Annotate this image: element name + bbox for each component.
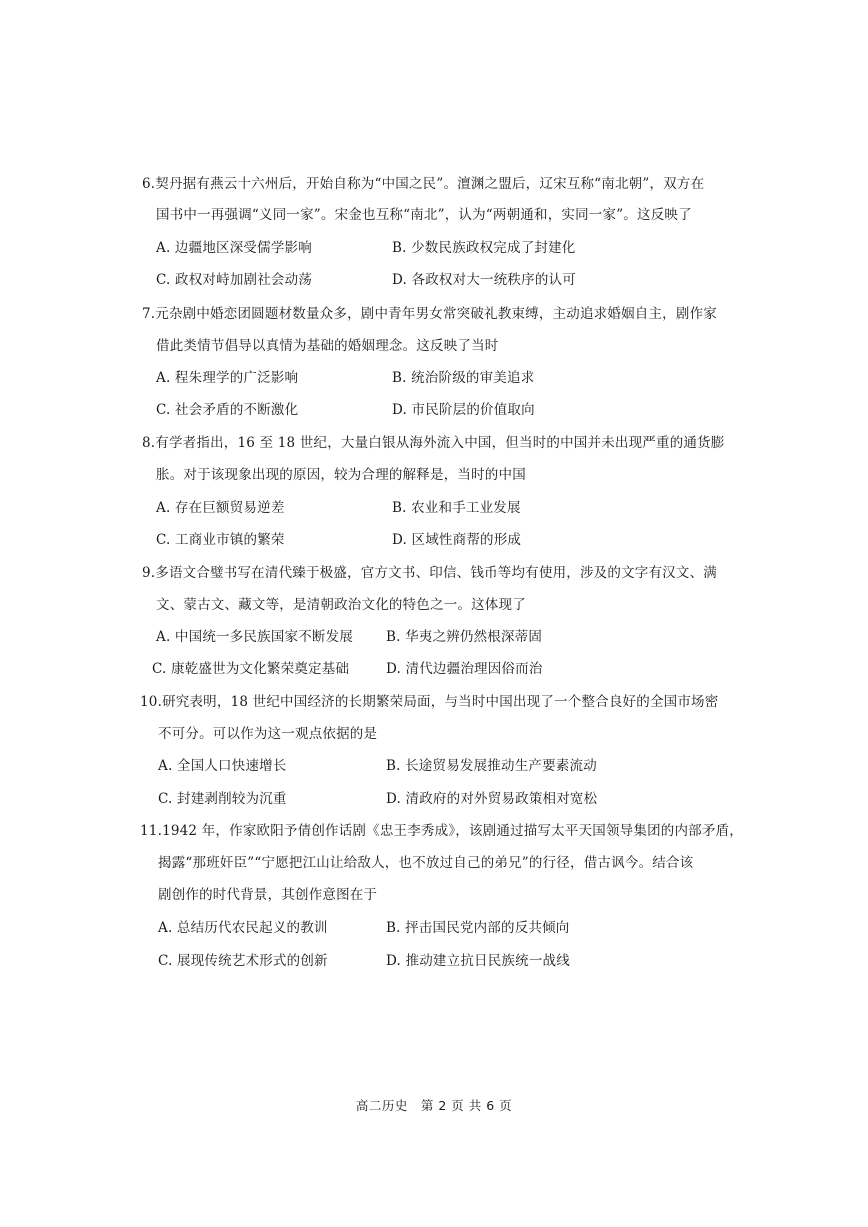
question-6-line-1: 6.契丹据有燕云十六州后，开始自称为“中国之民”。澶渊之盟后，辽宋互称“南北朝”，双方在 xyxy=(142,176,705,192)
page-footer: 高二历史 第 2 页 共 6 页 xyxy=(355,1098,513,1113)
question-10-line-1: 10.研究表明，18 世纪中国经济的长期繁荣局面，与当时中国出现了一个整合良好的全国市场密 xyxy=(140,694,719,710)
question-10-option-b: B. 长途贸易发展推动生产要素流动 xyxy=(386,758,597,774)
question-11-option-d: D. 推动建立抗日民族统一战线 xyxy=(386,953,570,969)
question-6-option-b: B. 少数民族政权完成了封建化 xyxy=(392,240,576,256)
question-6-line-2: 国书中一再强调“义同一家”。宋金也互称“南北”，认为“两朝通和，实同一家”。这反映了 xyxy=(156,207,692,223)
question-10-option-a: A. 全国人口快速增长 xyxy=(158,758,287,774)
question-9-option-a: A. 中国统一多民族国家不断发展 xyxy=(156,629,354,645)
question-7-option-c: C. 社会矛盾的不断激化 xyxy=(156,402,299,418)
question-11-option-b: B. 抨击国民党内部的反共倾向 xyxy=(386,920,570,936)
question-6-option-c: C. 政权对峙加剧社会动荡 xyxy=(156,272,313,288)
question-8-option-d: D. 区域性商帮的形成 xyxy=(392,532,522,548)
question-6-option-d: D. 各政权对大一统秩序的认可 xyxy=(392,272,576,288)
question-9-line-1: 9.多语文合璧书写在清代臻于极盛，官方文书、印信、钱币等均有使用，涉及的文字有汉文、满 xyxy=(142,565,717,581)
question-10-option-c: C. 封建剥削较为沉重 xyxy=(158,791,287,807)
question-7-option-b: B. 统治阶级的审美追求 xyxy=(392,370,535,386)
question-11-line-3: 剧创作的时代背景，其创作意图在于 xyxy=(158,887,378,903)
question-7-line-2: 借此类情节倡导以真情为基础的婚姻理念。这反映了当时 xyxy=(156,338,499,354)
question-6-option-a: A. 边疆地区深受儒学影响 xyxy=(156,240,312,256)
question-9-option-d: D. 清代边疆治理因俗而治 xyxy=(386,661,543,677)
question-10-line-2: 不可分。可以作为这一观点依据的是 xyxy=(158,726,378,742)
question-7-option-a: A. 程朱理学的广泛影响 xyxy=(156,370,299,386)
question-10-option-d: D. 清政府的对外贸易政策相对宽松 xyxy=(386,791,598,807)
question-11-option-c: C. 展现传统艺术形式的创新 xyxy=(158,953,328,969)
question-8-option-b: B. 农业和手工业发展 xyxy=(392,500,521,516)
question-11-line-1: 11.1942 年，作家欧阳予倩创作话剧《忠王李秀成》，该剧通过描写太平天国领导集团的内部矛盾， xyxy=(140,823,743,839)
question-8-line-2: 胀。对于该现象出现的原因，较为合理的解释是，当时的中国 xyxy=(156,467,526,483)
question-9-option-b: B. 华夷之辨仍然根深蒂固 xyxy=(386,629,543,645)
question-7-option-d: D. 市民阶层的价值取向 xyxy=(392,402,535,418)
question-8-option-a: A. 存在巨额贸易逆差 xyxy=(156,500,285,516)
question-9-option-c: C. 康乾盛世为文化繁荣奠定基础 xyxy=(152,661,350,677)
question-11-line-2: 揭露“那班奸臣”“宁愿把江山让给敌人，也不放过自己的弟兄”的行径，借古讽今。结合该 xyxy=(158,855,694,871)
question-7-line-1: 7.元杂剧中婚恋团圆题材数量众多，剧中青年男女常突破礼教束缚，主动追求婚姻自主，剧作家 xyxy=(142,306,717,322)
question-8-line-1: 8.有学者指出，16 至 18 世纪，大量白银从海外流入中国，但当时的中国并未出现严重的通货膨 xyxy=(142,435,725,451)
question-8-option-c: C. 工商业市镇的繁荣 xyxy=(156,532,285,548)
question-9-line-2: 文、蒙古文、藏文等，是清朝政治文化的特色之一。这体现了 xyxy=(156,597,526,613)
question-11-option-a: A. 总结历代农民起义的教训 xyxy=(158,920,328,936)
